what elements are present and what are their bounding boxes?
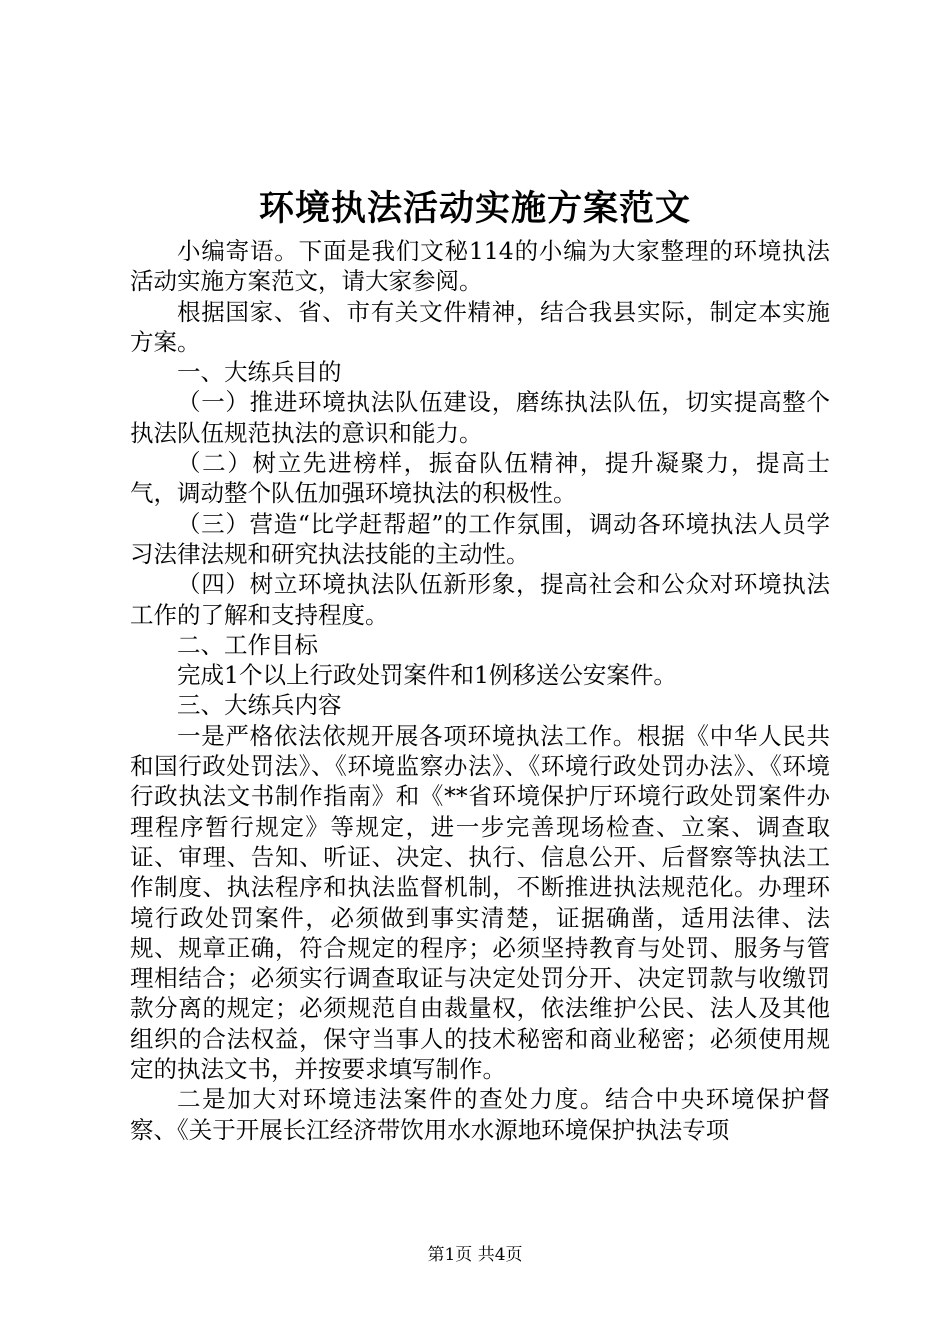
paragraph-content-2: 二是加大对环境违法案件的查处力度。结合中央环境保护督察、《关于开展长江经济带饮用水水源地环境保护执法专项 xyxy=(130,1085,830,1144)
paragraph-purpose-3: （三）营造“比学赶帮超”的工作氛围，调动各环境执法人员学习法律法规和研究执法技能的主动性。 xyxy=(130,509,830,568)
section-heading-goals: 二、工作目标 xyxy=(177,630,318,659)
paragraph-purpose-2: （二）树立先进榜样，振奋队伍精神，提升凝聚力，提高士气，调动整个队伍加强环境执法的积极性。 xyxy=(130,449,830,508)
page-number-footer: 第1页 共4页 xyxy=(427,1245,523,1265)
document-body xyxy=(130,236,830,1145)
paragraph-basis: 根据国家、省、市有关文件精神，结合我县实际，制定本实施方案。 xyxy=(130,297,830,356)
paragraph-purpose-1: （一）推进环境执法队伍建设，磨练执法队伍，切实提高整个执法队伍规范执法的意识和能力。 xyxy=(130,388,830,447)
document-title: 环境执法活动实施方案范文 xyxy=(258,188,691,229)
section-heading-purpose: 一、大练兵目的 xyxy=(177,358,342,387)
paragraph-goals: 完成1个以上行政处罚案件和1例移送公安案件。 xyxy=(177,661,677,690)
paragraph-intro: 小编寄语。下面是我们文秘114的小编为大家整理的环境执法活动实施方案范文，请大家参阅。 xyxy=(130,237,830,296)
paragraph-purpose-4: （四）树立环境执法队伍新形象，提高社会和公众对环境执法工作的了解和支持程度。 xyxy=(130,570,830,629)
section-heading-content: 三、大练兵内容 xyxy=(177,691,342,720)
paragraph-content-1: 一是严格依法依规开展各项环境执法工作。根据《中华人民共和国行政处罚法》、《环境监察办法》、《环境行政处罚办法》、《环境行政执法文书制作指南》和《**省环境保护厅环境行政处罚案件办理程序暂行规定》等规定，进一步完善现场检查、立案、调查取证、审理、告知、听证、决定、执行、信息公开、后督察等执法工作制度、执法程序和执法监督机制，不断推进执法规范化。办理环境行政处罚案件，必须做到事实清楚，证据确凿，适用法律、法规、规章正确，符合规定的程序；必须坚持教育与处罚、服务与管理相结合；必须实行调查取证与决定处罚分开、决定罚款与收缴罚款分离的规定；必须规范自由裁量权，依法维护公民、法人及其他组织的合法权益，保守当事人的技术秘密和商业秘密；必须使用规定的执法文书，并按要求填写制作。 xyxy=(130,721,830,1084)
